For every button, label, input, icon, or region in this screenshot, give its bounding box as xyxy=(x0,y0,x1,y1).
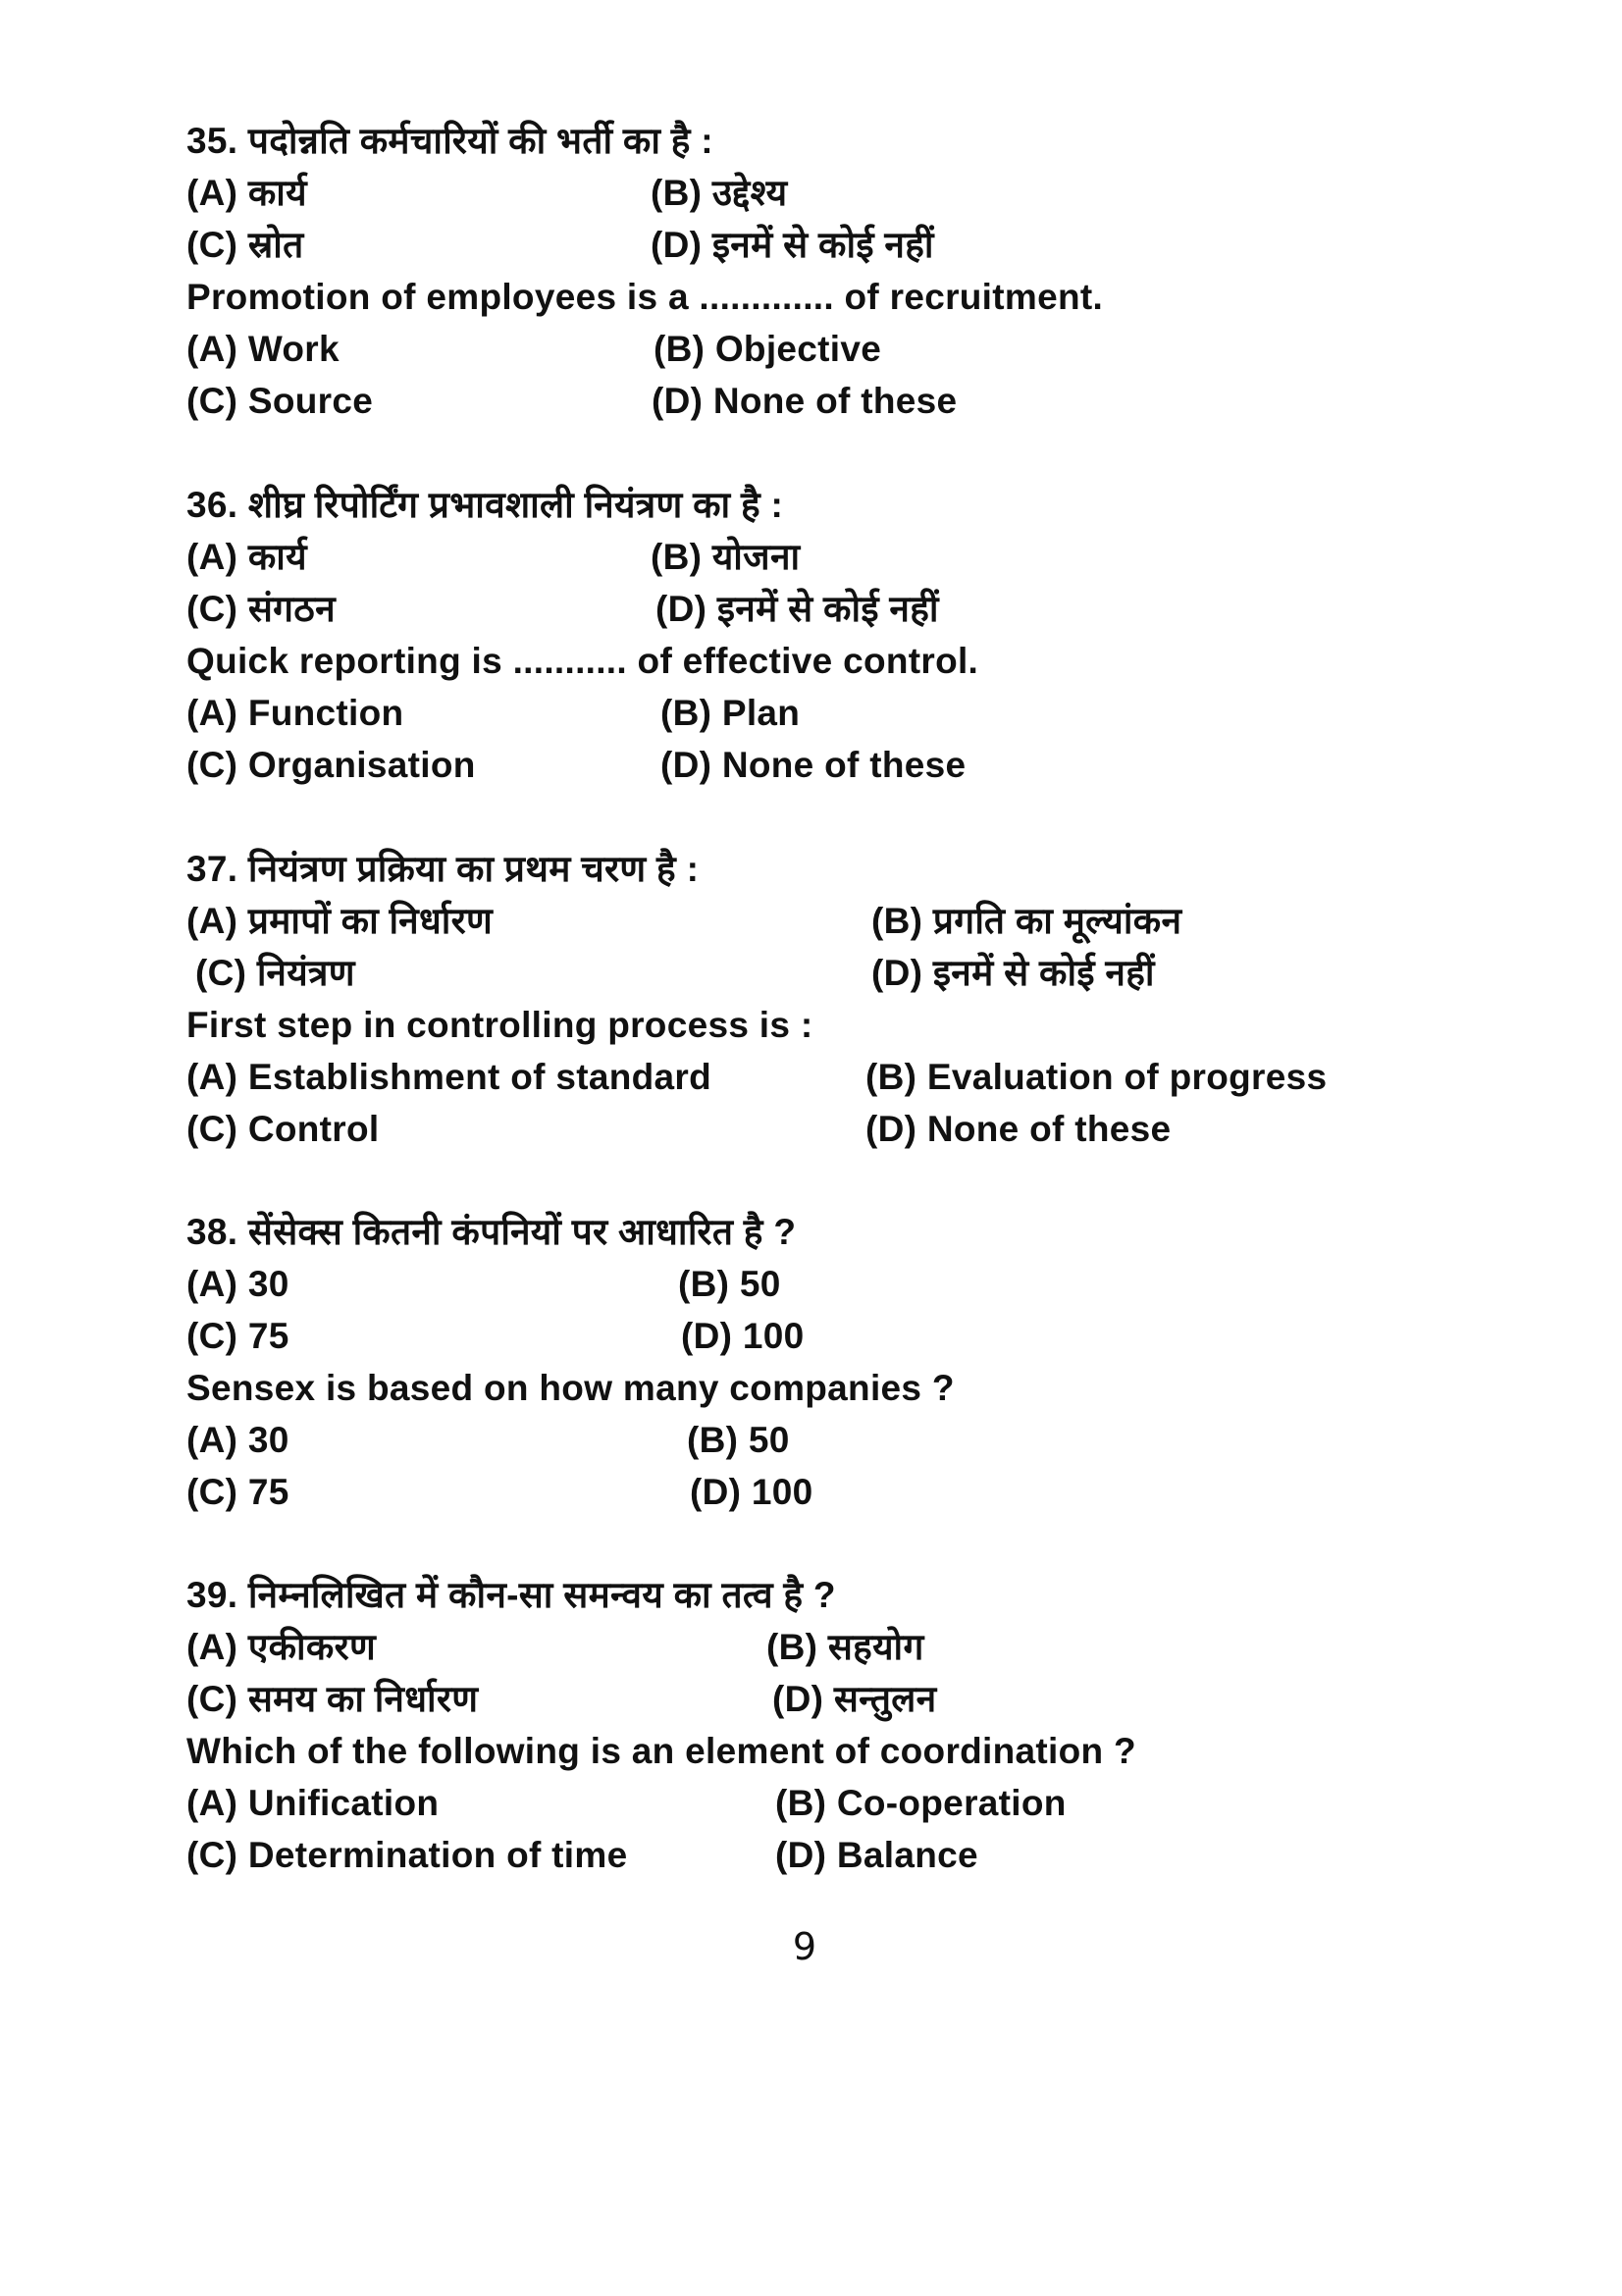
q35-hi-option-b: (B) उद्देश्य xyxy=(651,173,788,213)
question-36-english-text: Quick reporting is ........... of effective control. xyxy=(186,641,979,681)
q37-en-option-a: (A) Establishment of standard xyxy=(186,1057,711,1097)
q38-hi-option-d: (D) 100 xyxy=(681,1316,805,1356)
q37-hi-option-c: (C) नियंत्रण xyxy=(195,953,355,993)
q39-hi-option-a: (A) एकीकरण xyxy=(186,1627,377,1667)
q38-hi-option-a: (A) 30 xyxy=(186,1264,289,1304)
q36-en-option-c: (C) Organisation xyxy=(186,745,476,785)
page-number: 9 xyxy=(792,1925,817,1968)
q38-en-option-d: (D) 100 xyxy=(690,1472,813,1512)
q38-hi-option-b: (B) 50 xyxy=(678,1264,781,1304)
q37-en-option-d: (D) None of these xyxy=(865,1109,1172,1149)
q39-en-option-c: (C) Determination of time xyxy=(186,1835,628,1875)
q39-hi-option-d: (D) सन्तुलन xyxy=(772,1679,937,1719)
q37-hi-option-b: (B) प्रगति का मूल्यांकन xyxy=(871,901,1182,941)
q35-en-option-a: (A) Work xyxy=(186,329,340,369)
q37-en-option-b: (B) Evaluation of progress xyxy=(865,1057,1328,1097)
q38-en-option-a: (A) 30 xyxy=(186,1420,289,1460)
q39-hi-option-b: (B) सहयोग xyxy=(766,1627,924,1667)
q35-hi-option-d: (D) इनमें से कोई नहीं xyxy=(651,225,934,265)
q36-en-option-a: (A) Function xyxy=(186,693,404,733)
question-37-hindi-text: 37. नियंत्रण प्रक्रिया का प्रथम चरण है : xyxy=(186,849,700,889)
q37-hi-option-d: (D) इनमें से कोई नहीं xyxy=(871,953,1155,993)
question-38-english-text: Sensex is based on how many companies ? xyxy=(186,1368,955,1408)
q39-hi-option-c: (C) समय का निर्धारण xyxy=(186,1679,479,1719)
q36-hi-option-d: (D) इनमें से कोई नहीं xyxy=(655,589,939,629)
question-39-hindi-text: 39. निम्नलिखित में कौन-सा समन्वय का तत्व है ? xyxy=(186,1575,836,1615)
q38-hi-option-c: (C) 75 xyxy=(186,1316,289,1356)
question-36-hindi-text: 36. शीघ्र रिपोर्टिंग प्रभावशाली नियंत्रण का है : xyxy=(186,485,784,525)
q36-hi-option-b: (B) योजना xyxy=(651,537,801,577)
question-35-english-text: Promotion of employees is a ............. of recruitment. xyxy=(186,277,1104,317)
question-35-hindi-text: 35. पदोन्नति कर्मचारियों की भर्ती का है : xyxy=(186,121,713,161)
q36-hi-option-a: (A) कार्य xyxy=(186,537,307,577)
question-37-english-text: First step in controlling process is : xyxy=(186,1005,813,1045)
q35-en-option-b: (B) Objective xyxy=(654,329,882,369)
q35-en-option-d: (D) None of these xyxy=(652,381,958,421)
q35-en-option-c: (C) Source xyxy=(186,381,374,421)
question-38-hindi-text: 38. सेंसेक्स कितनी कंपनियों पर आधारित है ? xyxy=(186,1212,797,1252)
q37-en-option-c: (C) Control xyxy=(186,1109,380,1149)
q36-hi-option-c: (C) संगठन xyxy=(186,589,336,629)
q35-hi-option-a: (A) कार्य xyxy=(186,173,307,213)
q39-en-option-a: (A) Unification xyxy=(186,1783,440,1823)
q35-hi-option-c: (C) स्रोत xyxy=(186,225,304,265)
q36-en-option-b: (B) Plan xyxy=(660,693,801,733)
q37-hi-option-a: (A) प्रमापों का निर्धारण xyxy=(186,901,494,941)
q38-en-option-c: (C) 75 xyxy=(186,1472,289,1512)
q38-en-option-b: (B) 50 xyxy=(687,1420,790,1460)
question-39-english-text: Which of the following is an element of coordination ? xyxy=(186,1731,1136,1771)
q39-en-option-b: (B) Co-operation xyxy=(775,1783,1067,1823)
q36-en-option-d: (D) None of these xyxy=(660,745,967,785)
q39-en-option-d: (D) Balance xyxy=(775,1835,978,1875)
